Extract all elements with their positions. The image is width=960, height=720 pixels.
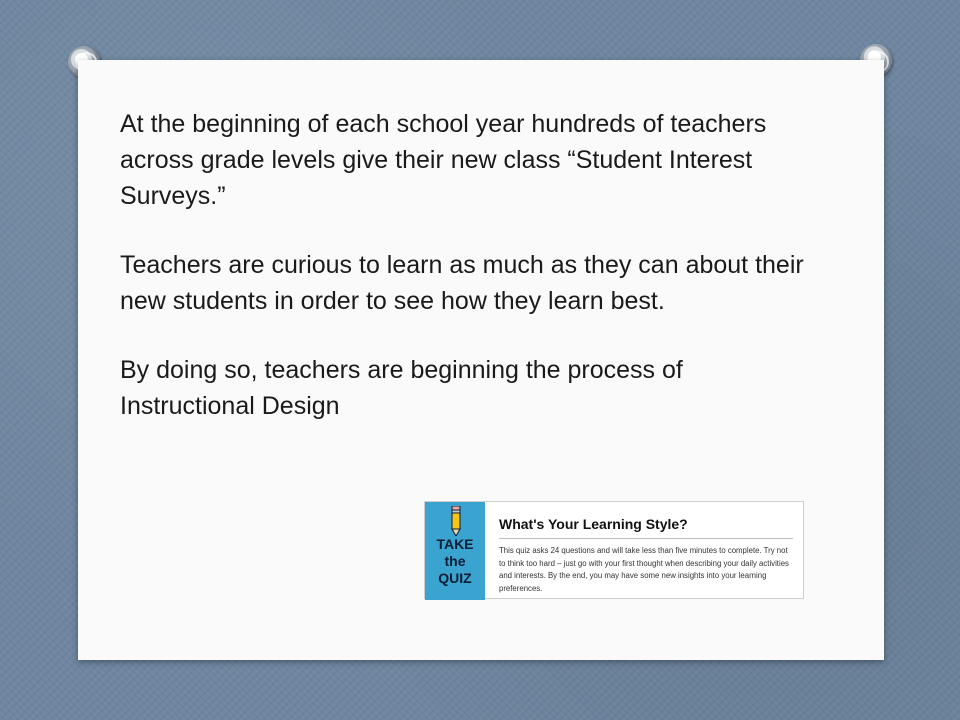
quiz-description: This quiz asks 24 questions and will take less than five minutes to complete. Try not to think too hard – just go with your first thought when describing your daily activities and interests. By the end, you may have some new insights into your learning preferences. — [499, 546, 789, 593]
pencil-icon — [451, 506, 461, 536]
badge-line-quiz: QUIZ — [438, 570, 472, 586]
learning-style-quiz-banner[interactable] — [424, 501, 804, 599]
take-the-quiz-badge[interactable] — [425, 502, 485, 600]
paragraph-intro: At the beginning of each school year hundreds of teachers across grade levels give their new class “Student Interest Surveys.” — [120, 110, 767, 210]
quiz-title: What's Your Learning Style? — [499, 516, 688, 532]
slide-body-text — [120, 106, 820, 457]
paragraph-instructional-design: By doing so, teachers are beginning the process of Instructional Design — [120, 356, 683, 420]
quiz-divider — [499, 538, 793, 539]
paragraph-curious: Teachers are curious to learn as much as they can about their new students in order to see how they learn best. — [120, 251, 804, 315]
badge-line-the: the — [444, 553, 466, 569]
badge-line-take: TAKE — [436, 536, 474, 552]
